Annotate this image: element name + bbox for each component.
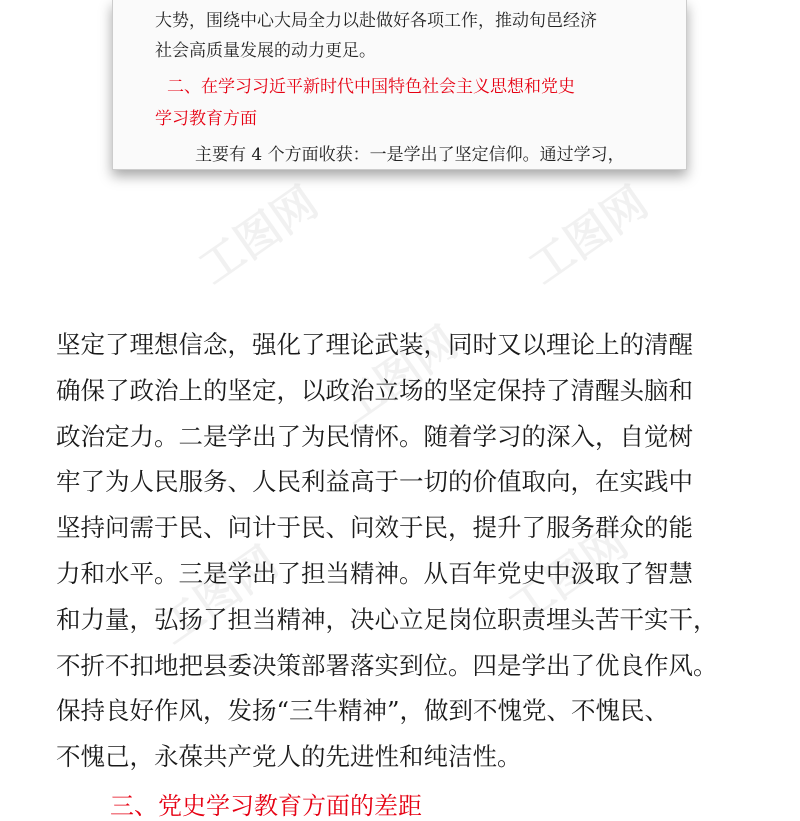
preview-section-heading: 学习教育方面: [155, 109, 257, 129]
body-text-line: 力和水平。三是学出了担当精神。从百年党史中汲取了智慧: [56, 558, 693, 588]
body-paragraph: [56, 322, 756, 780]
watermark-logo: 工图网: [519, 176, 658, 295]
body-text-line: 牢了为人民服务、人民利益高于一切的价值取向，在实践中: [56, 467, 693, 497]
preview-text-line: 大势，围绕中心大局全力以赴做好各项工作，推动旬邑经济: [155, 11, 597, 31]
body-text-line: 确保了政治上的坚定，以政治立场的坚定保持了清醒头脑和: [56, 375, 693, 405]
body-text-line: 不愧己，永葆共产党人的先进性和纯洁性。: [56, 742, 522, 772]
body-text-line: 政治定力。二是学出了为民情怀。随着学习的深入，自觉树: [56, 421, 693, 451]
preview-text-line: 社会高质量发展的动力更足。: [155, 41, 376, 61]
body-text-line: 不折不扣地把县委决策部署落实到位。四是学出了优良作风。: [56, 650, 718, 680]
body-text-line: 坚持问需于民、问计于民、问效于民，提升了服务群众的能: [56, 513, 693, 543]
next-section-heading: 三、党史学习教育方面的差距: [110, 792, 422, 820]
watermark-logo: 工图网: [329, 316, 468, 435]
body-text-line: 和力量，弘扬了担当精神，决心立足岗位职责埋头苦干实干，: [56, 604, 718, 634]
body-text-line: 坚定了理想信念，强化了理论武装，同时又以理论上的清醒: [56, 330, 693, 359]
body-text-line: 保持良好作风，发扬“三牛精神”，做到不愧党、不愧民、: [56, 696, 670, 726]
preview-paragraph-start: 主要有 4 个方面收获：一是学出了坚定信仰。通过学习，: [195, 145, 625, 165]
preview-section-heading: 二、在学习习近平新时代中国特色社会主义思想和党史: [167, 77, 575, 97]
watermark-logo: 工图网: [189, 176, 328, 295]
document-preview-card: [112, 0, 687, 170]
watermark-logo: 工图网: [499, 516, 638, 635]
watermark-logo: 工图网: [149, 536, 288, 655]
